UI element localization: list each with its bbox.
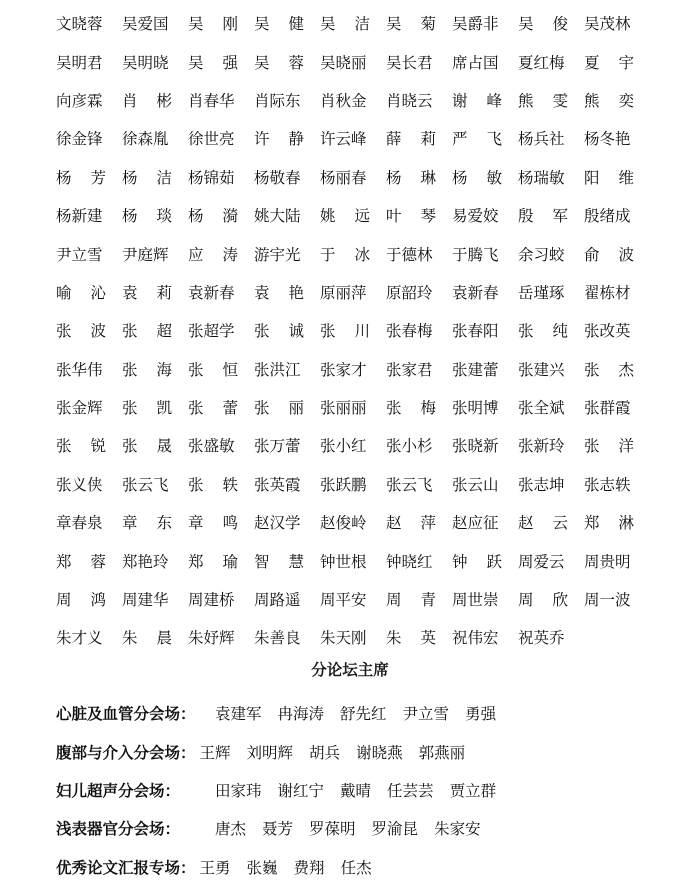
- committee-member-name: 杨 敏: [452, 168, 502, 187]
- committee-member-name: 于 冰: [320, 245, 370, 264]
- committee-member-name: 杨 芳: [56, 168, 106, 187]
- chair-name: 唐杰: [215, 820, 247, 839]
- committee-member-name: 张云飞: [386, 475, 433, 494]
- chair-name: 胡兵: [309, 743, 341, 762]
- session-chairs: [215, 779, 496, 801]
- session-chairs: [200, 856, 372, 878]
- committee-member-name: 周 鸿: [56, 591, 106, 610]
- committee-member-name: 吴明君: [56, 53, 103, 72]
- committee-member-name: 张 川: [320, 322, 370, 341]
- committee-member-name: 周 欣: [518, 591, 568, 610]
- committee-member-name: 朱天刚: [320, 629, 367, 648]
- committee-member-name: 张英霞: [254, 475, 301, 494]
- committee-member-name: 张 诚: [254, 322, 304, 341]
- committee-member-name: 文晓蓉: [56, 15, 103, 34]
- session-row: [56, 694, 676, 732]
- committee-member-name: 张改英: [584, 322, 631, 341]
- committee-member-name: 赵汉学: [254, 514, 301, 533]
- committee-member-name: 张义侠: [56, 475, 103, 494]
- chair-name: 舒先红: [340, 705, 387, 724]
- committee-member-name: 杨锦茹: [188, 168, 235, 187]
- committee-member-name: 张晓新: [452, 437, 499, 456]
- committee-member-name: 张春梅: [386, 322, 433, 341]
- committee-member-name: 朱善良: [254, 629, 301, 648]
- committee-member-name: 吴长君: [386, 53, 433, 72]
- committee-member-name: 尹庭辉: [122, 245, 169, 264]
- chair-name: 谢晓燕: [356, 743, 403, 762]
- chair-name: 贾立群: [449, 781, 497, 800]
- committee-member-name: 周路遥: [254, 591, 301, 610]
- committee-member-name: 周世崇: [452, 591, 499, 610]
- committee-member-name: 张云飞: [122, 475, 169, 494]
- committee-member-name: 周贵明: [584, 552, 631, 571]
- committee-member-name: 张万蕾: [254, 437, 301, 456]
- committee-member-name: 周爱云: [518, 552, 565, 571]
- committee-member-name: 智 慧: [254, 552, 304, 571]
- session-label: 优秀论文汇报专场：: [56, 858, 196, 877]
- committee-member-name: 张 纯: [518, 322, 568, 341]
- committee-member-name: 赵应征: [452, 514, 499, 533]
- chair-name: 费翔: [293, 858, 325, 877]
- committee-member-name: 张 海: [122, 360, 172, 379]
- committee-member-name: 吴 菊: [386, 15, 436, 34]
- committee-member-name: 郑 蓉: [56, 552, 106, 571]
- chair-name: 朱家安: [434, 820, 481, 839]
- committee-member-name: 翟栋材: [584, 283, 631, 302]
- chair-name: 聂芳: [262, 820, 294, 839]
- committee-member-name: 薛 莉: [386, 130, 436, 149]
- chair-name: 任杰: [340, 858, 372, 877]
- committee-member-name: 吴晓丽: [320, 53, 367, 72]
- chair-name: 王辉: [199, 743, 231, 762]
- session-row: [56, 732, 676, 770]
- committee-member-name: 张志轶: [584, 475, 631, 494]
- forum-chairs-heading: 分论坛主席: [311, 661, 389, 679]
- committee-member-name: 许云峰: [320, 130, 367, 149]
- committee-member-name: 熊 雯: [518, 91, 568, 110]
- committee-member-name: 张 恒: [188, 360, 238, 379]
- committee-member-name: 张丽丽: [320, 399, 367, 418]
- committee-member-name: 杨 琳: [386, 168, 436, 187]
- committee-member-name: 姚大陆: [254, 207, 301, 226]
- committee-member-name: 吴明晓: [122, 53, 169, 72]
- committee-member-name: 熊 奕: [584, 91, 634, 110]
- committee-member-name: 朱 英: [386, 629, 436, 648]
- committee-member-name: 喻 沁: [56, 283, 106, 302]
- committee-member-name: 张 波: [56, 322, 106, 341]
- committee-member-name: 杨丽春: [320, 168, 367, 187]
- committee-member-name: 张跃鹏: [320, 475, 367, 494]
- committee-member-name: 杨敬春: [254, 168, 301, 187]
- committee-member-name: 张建兴: [518, 360, 565, 379]
- committee-member-name: 肖际东: [254, 91, 301, 110]
- committee-member-name: 张明博: [452, 399, 499, 418]
- committee-member-name: 张家才: [320, 360, 367, 379]
- committee-member-name: 杨兵社: [518, 130, 565, 149]
- committee-member-name: 阳 维: [584, 168, 634, 187]
- committee-member-name: 张群霞: [584, 399, 631, 418]
- session-chairs: [215, 702, 496, 724]
- session-row: [56, 771, 676, 809]
- committee-member-name: 原丽萍: [320, 283, 367, 302]
- committee-member-name: 姚 远: [320, 207, 370, 226]
- committee-member-name: 张洪江: [254, 360, 301, 379]
- committee-member-name: 周 青: [386, 591, 436, 610]
- committee-member-name: 张建蕾: [452, 360, 499, 379]
- committee-member-name: 郑 淋: [584, 514, 634, 533]
- committee-member-name: 肖 彬: [122, 91, 172, 110]
- committee-member-name: 祝伟宏: [452, 629, 499, 648]
- committee-member-name: 原韶玲: [386, 283, 433, 302]
- chair-name: 尹立雪: [402, 705, 450, 724]
- committee-member-name: 朱 晨: [122, 629, 172, 648]
- forum-sessions-list: [56, 694, 676, 886]
- committee-member-name: 张 晟: [122, 437, 172, 456]
- committee-member-name: 赵俊岭: [320, 514, 367, 533]
- committee-member-name: 尹立雪: [56, 245, 103, 264]
- committee-member-name: 赵 萍: [386, 514, 436, 533]
- committee-member-name: 张全斌: [518, 399, 565, 418]
- committee-member-name: 于腾飞: [452, 245, 499, 264]
- session-label: 心脏及血管分会场：: [56, 705, 196, 724]
- session-chairs: [200, 741, 466, 763]
- session-label: 浅表器官分会场：: [56, 820, 181, 839]
- committee-member-name: 张新玲: [518, 437, 565, 456]
- committee-member-name: 吴 健: [254, 15, 304, 34]
- chair-name: 刘明辉: [246, 743, 294, 762]
- committee-member-name: 张 蕾: [188, 399, 238, 418]
- committee-member-name: 周建桥: [188, 591, 235, 610]
- committee-member-name: 夏红梅: [518, 53, 565, 72]
- committee-member-name: 肖春华: [188, 91, 235, 110]
- committee-member-name: 张 丽: [254, 399, 304, 418]
- committee-member-name: 郑 瑜: [188, 552, 238, 571]
- committee-member-name: 杨瑞敏: [518, 168, 565, 187]
- committee-member-name: 肖晓云: [386, 91, 433, 110]
- chair-name: 郭燕丽: [418, 743, 466, 762]
- session-row: [56, 848, 676, 886]
- committee-member-name: 于德林: [386, 245, 433, 264]
- committee-member-name: 朱才义: [56, 629, 103, 648]
- committee-member-name: 应 涛: [188, 245, 238, 264]
- committee-member-name: 吴爵非: [452, 15, 499, 34]
- chair-name: 勇强: [465, 705, 497, 724]
- committee-member-name: 张 轶: [188, 475, 238, 494]
- committee-member-name: 俞 波: [584, 245, 634, 264]
- committee-member-name: 谢 峰: [452, 91, 502, 110]
- committee-member-name: 张志坤: [518, 475, 565, 494]
- committee-member-name: 吴 洁: [320, 15, 370, 34]
- chair-name: 袁建军: [215, 705, 262, 724]
- committee-member-name: 张云山: [452, 475, 499, 494]
- committee-member-name: 赵 云: [518, 514, 568, 533]
- committee-member-name: 叶 琴: [386, 207, 436, 226]
- committee-member-name: 岳瑾琢: [518, 283, 565, 302]
- chair-name: 谢红宁: [277, 781, 325, 800]
- session-label: 妇儿超声分会场：: [56, 781, 181, 800]
- committee-member-name: 张 锐: [56, 437, 106, 456]
- chair-name: 任芸芸: [387, 781, 434, 800]
- committee-member-name: 张金辉: [56, 399, 103, 418]
- committee-member-name: 周建华: [122, 591, 169, 610]
- committee-member-name: 周平安: [320, 591, 367, 610]
- committee-member-name: 郑艳玲: [122, 552, 169, 571]
- committee-member-name: 钟世根: [320, 552, 367, 571]
- committee-member-name: 肖秋金: [320, 91, 367, 110]
- committee-member-name: 徐森胤: [122, 130, 169, 149]
- committee-name-grid: [56, 4, 646, 657]
- committee-member-name: 袁新春: [452, 283, 499, 302]
- committee-member-name: 吴爱国: [122, 15, 169, 34]
- committee-member-name: 张 洋: [584, 437, 634, 456]
- committee-member-name: 张 梅: [386, 399, 436, 418]
- committee-member-name: 向彦霖: [56, 91, 103, 110]
- committee-member-name: 张小红: [320, 437, 367, 456]
- chair-name: 罗葆明: [309, 820, 356, 839]
- committee-member-name: 钟 跃: [452, 552, 502, 571]
- committee-member-name: 袁新春: [188, 283, 235, 302]
- committee-member-name: 游宇光: [254, 245, 301, 264]
- committee-member-name: 吴 蓉: [254, 53, 304, 72]
- committee-member-name: 张超学: [188, 322, 235, 341]
- committee-member-name: 章 东: [122, 514, 172, 533]
- committee-member-name: 祝英乔: [518, 629, 565, 648]
- committee-member-name: 张小杉: [386, 437, 433, 456]
- committee-member-name: 徐世亮: [188, 130, 235, 149]
- committee-member-name: 吴 俊: [518, 15, 568, 34]
- chair-name: 张巍: [246, 858, 278, 877]
- committee-member-name: 杨 洁: [122, 168, 172, 187]
- committee-member-name: 张华伟: [56, 360, 103, 379]
- chair-name: 罗渝昆: [371, 820, 419, 839]
- committee-member-name: 席占国: [452, 53, 499, 72]
- committee-member-name: 吴 刚: [188, 15, 238, 34]
- committee-member-name: 周一波: [584, 591, 631, 610]
- chair-name: 冉海涛: [277, 705, 325, 724]
- chair-name: 田家玮: [215, 781, 262, 800]
- committee-member-name: 吴 强: [188, 53, 238, 72]
- committee-member-name: 张 凯: [122, 399, 172, 418]
- committee-member-name: 易爱姣: [452, 207, 499, 226]
- committee-member-name: 杨冬艳: [584, 130, 631, 149]
- committee-member-name: 杨 琰: [122, 207, 172, 226]
- session-label: 腹部与介入分会场：: [56, 743, 196, 762]
- committee-member-name: 钟晓红: [386, 552, 433, 571]
- committee-member-name: 夏 宇: [584, 53, 634, 72]
- committee-member-name: 许 静: [254, 130, 304, 149]
- committee-member-name: 殷绪成: [584, 207, 631, 226]
- chair-name: 戴晴: [340, 781, 372, 800]
- chair-name: 王勇: [199, 858, 231, 877]
- committee-member-name: 张春阳: [452, 322, 499, 341]
- session-row: [56, 809, 676, 847]
- committee-member-name: 杨 漪: [188, 207, 238, 226]
- committee-member-name: 殷 军: [518, 207, 568, 226]
- committee-member-name: 袁 莉: [122, 283, 172, 302]
- committee-member-name: 徐金锋: [56, 130, 103, 149]
- committee-member-name: 朱妤辉: [188, 629, 235, 648]
- committee-member-name: 张家君: [386, 360, 433, 379]
- committee-member-name: 袁 艳: [254, 283, 304, 302]
- committee-member-name: 杨新建: [56, 207, 103, 226]
- committee-member-name: 章春泉: [56, 514, 103, 533]
- committee-member-name: 吴茂林: [584, 15, 631, 34]
- session-chairs: [215, 817, 481, 839]
- committee-member-name: 张 杰: [584, 360, 634, 379]
- committee-member-name: 张 超: [122, 322, 172, 341]
- committee-member-name: 严 飞: [452, 130, 502, 149]
- committee-member-name: 余习蛟: [518, 245, 565, 264]
- committee-member-name: 张盛敏: [188, 437, 235, 456]
- committee-member-name: 章 鸣: [188, 514, 238, 533]
